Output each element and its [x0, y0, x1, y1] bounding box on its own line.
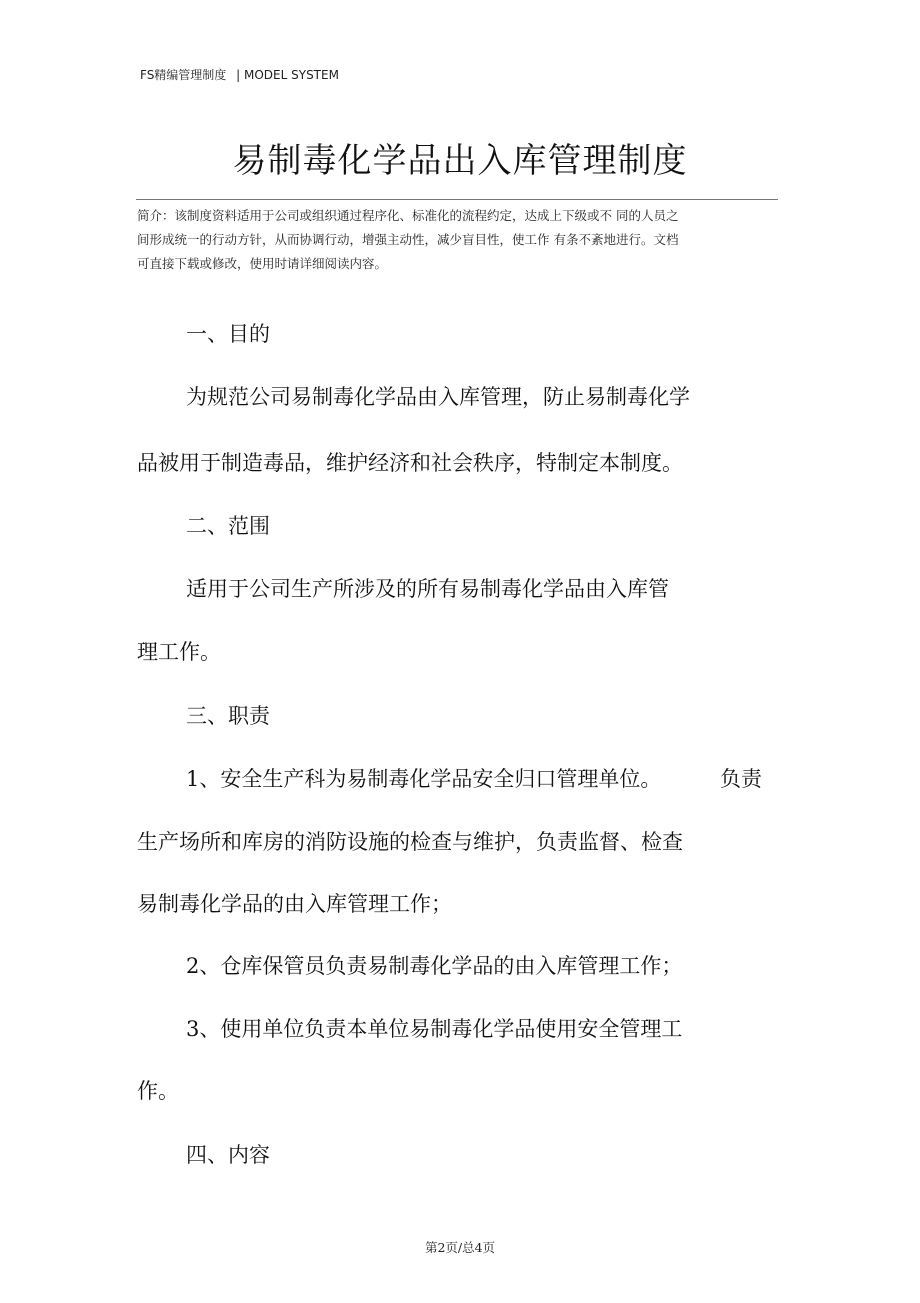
section-heading-content: 四、内容 [186, 1143, 270, 1167]
intro-line: 可直接下载或修改，使用时请详细阅读内容。 [137, 256, 388, 271]
intro-line: 简介：该制度资料适用于公司或组织通过程序化、标准化的流程约定，达成上下级或不 同的人员之 [137, 208, 679, 223]
header-right-text: | MODEL SYSTEM [236, 68, 339, 82]
page-footer: 第2页/总4页 [424, 1240, 496, 1255]
document-title: 易制毒化学品出入库管理制度 [232, 141, 688, 181]
body-line: 理工作。 [137, 640, 221, 664]
body-line: 作。 [137, 1079, 179, 1103]
body-line: 3、使用单位负责本单位易制毒化学品使用安全管理工 [186, 1017, 683, 1041]
body-line: 生产场所和库房的消防设施的检查与维护，负责监督、检查 [137, 830, 683, 854]
section-heading-scope: 二、范围 [186, 514, 270, 538]
body-line: 品被用于制造毒品，维护经济和社会秩序，特制定本制度。 [137, 451, 683, 475]
section-heading-duties: 三、职责 [186, 704, 270, 728]
body-line: 易制毒化学品的由入库管理工作； [137, 892, 452, 916]
title-divider [136, 199, 778, 200]
intro-line: 间形成统一的行动方针，从而协调行动，增强主动性，减少盲目性，使工作 有条不紊地进行。文档 [137, 232, 679, 247]
header-left-text: FS精编管理制度 [140, 68, 227, 82]
body-line: 为规范公司易制毒化学品由入库管理，防止易制毒化学 [186, 385, 690, 409]
body-line: 适用于公司生产所涉及的所有易制毒化学品由入库管 [186, 577, 669, 601]
section-heading-purpose: 一、目的 [186, 322, 270, 346]
page-header [140, 66, 339, 83]
body-line: 负责 [720, 767, 762, 791]
body-line: 2、仓库保管员负责易制毒化学品的由入库管理工作； [186, 954, 683, 978]
body-line: 1、安全生产科为易制毒化学品安全归口管理单位。 [186, 767, 662, 791]
intro-paragraph [137, 204, 777, 276]
